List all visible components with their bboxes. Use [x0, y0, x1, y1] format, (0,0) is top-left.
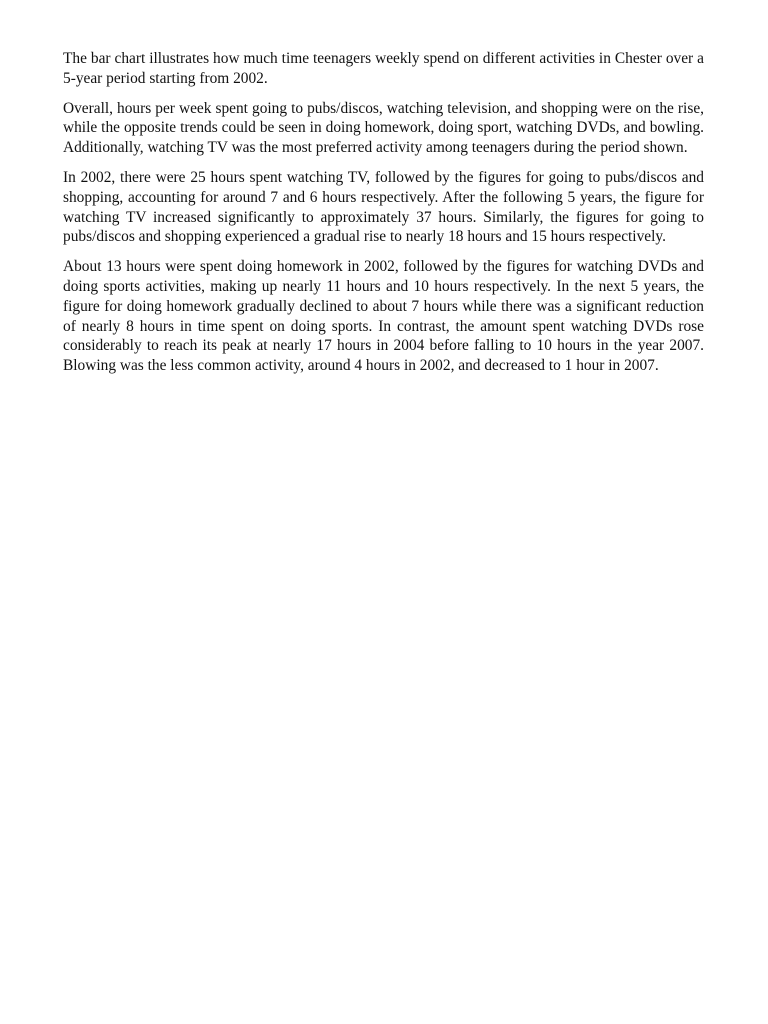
paragraph-body-1: In 2002, there were 25 hours spent watching TV, followed by the figures for going to pubs/discos and shopping, accounting for around 7 and 6 hours respectively. After the following 5 years, the figure for watching TV increased significantly to approximately 37 hours. Similarly, the figures for going to pubs/discos and shopping experienced a gradual rise to nearly 18 hours and 15 hours respectively. — [63, 168, 704, 246]
paragraph-introduction: The bar chart illustrates how much time teenagers weekly spend on different activities in Chester over a 5-year period starting from 2002. — [63, 50, 704, 87]
paragraph-body-2: About 13 hours were spent doing homework in 2002, followed by the figures for watching DVDs and doing sports activities, making up nearly 11 hours and 10 hours respectively. In the next 5 years, the figure for doing homework gradually declined to about 7 hours while there was a significant reduction of nearly 8 hours in time spent on doing sports. In contrast, the amount spent watching DVDs rose considerably to reach its peak at nearly 17 hours in 2004 before falling to 10 hours in the year 2007. Blowing was the less common activity, around 4 hours in 2002, and decreased to 1 hour in 2007. — [63, 258, 704, 375]
document-page — [63, 49, 704, 386]
paragraph-overview: Overall, hours per week spent going to pubs/discos, watching television, and shopping were on the rise, while the opposite trends could be seen in doing homework, doing sport, watching DVDs, and bowling. Additionally, watching TV was the most preferred activity among teenagers during the period shown. — [63, 99, 704, 157]
